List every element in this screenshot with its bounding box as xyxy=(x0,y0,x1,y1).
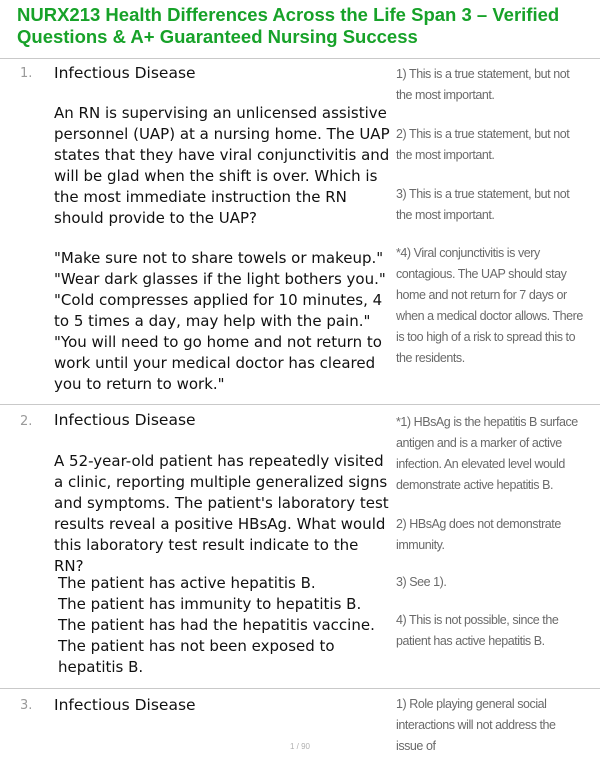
answer-option: "Cold compresses applied for 10 minutes, 4 to 5 times a day, may help with the pain." xyxy=(54,291,383,330)
question-category: Infectious Disease xyxy=(54,696,196,714)
answer-option: The patient has not been exposed to hepatitis B. xyxy=(58,637,335,676)
rationale: 1) This is a true statement, but not the most important. xyxy=(396,67,570,102)
answer-option: "Wear dark glasses if the light bothers you." xyxy=(54,270,386,288)
rationale: *1) HBsAg is the hepatitis B surface antigen and is a marker of active infection. An elevated level would demonstrate active hepatitis B. xyxy=(396,415,578,492)
divider xyxy=(0,58,600,59)
rationale: 1) Role playing general social interactions will not address the issue of xyxy=(396,697,556,753)
answer-option: The patient has had the hepatitis vaccine. xyxy=(58,616,375,634)
question-category: Infectious Disease xyxy=(54,411,196,429)
question-stem: An RN is supervising an unlicensed assistive personnel (UAP) at a nursing home. The UAP states that they have viral conjunctivitis and will be glad when the shift is over. Which is the most immediate instruction the RN should provide to the UAP? xyxy=(54,104,390,227)
divider xyxy=(0,404,600,405)
rationale: *4) Viral conjunctivitis is very contagious. The UAP should stay home and not return for 7 days or when a medical doctor allows. There is too high of a risk to spread this to the residents. xyxy=(396,246,583,365)
rationale: 3) This is a true statement, but not the most important. xyxy=(396,187,570,222)
answer-option: "You will need to go home and not return to work until your medical doctor has cleared you to return to work." xyxy=(54,333,382,393)
answer-option: "Make sure not to share towels or makeup." xyxy=(54,249,384,267)
answer-options xyxy=(54,248,396,395)
question-number: 1. xyxy=(20,66,33,81)
rationale: 2) HBsAg does not demonstrate immunity. xyxy=(396,517,561,552)
rationale: 4) This is not possible, since the patient has active hepatitis B. xyxy=(396,613,559,648)
answer-option: The patient has active hepatitis B. xyxy=(58,574,316,592)
rationale: 2) This is a true statement, but not the most important. xyxy=(396,127,570,162)
page-indicator: 1 / 90 xyxy=(289,742,310,751)
answer-option: The patient has immunity to hepatitis B. xyxy=(58,595,362,613)
answer-options xyxy=(58,573,394,678)
divider xyxy=(0,688,600,689)
question-number: 3. xyxy=(20,698,33,713)
question-stem: A 52-year-old patient has repeatedly visited a clinic, reporting multiple generalized signs and symptoms. The patient's laboratory test results reveal a positive HBsAg. What would this laboratory test result indicate to the RN? xyxy=(54,452,389,575)
rationale: 3) See 1). xyxy=(396,575,447,589)
question-category: Infectious Disease xyxy=(54,64,196,82)
question-number: 2. xyxy=(20,414,33,429)
document-title: NURX213 Health Differences Across the Life Span 3 – Verified Questions & A+ Guaranteed Nursing Success xyxy=(17,4,560,47)
